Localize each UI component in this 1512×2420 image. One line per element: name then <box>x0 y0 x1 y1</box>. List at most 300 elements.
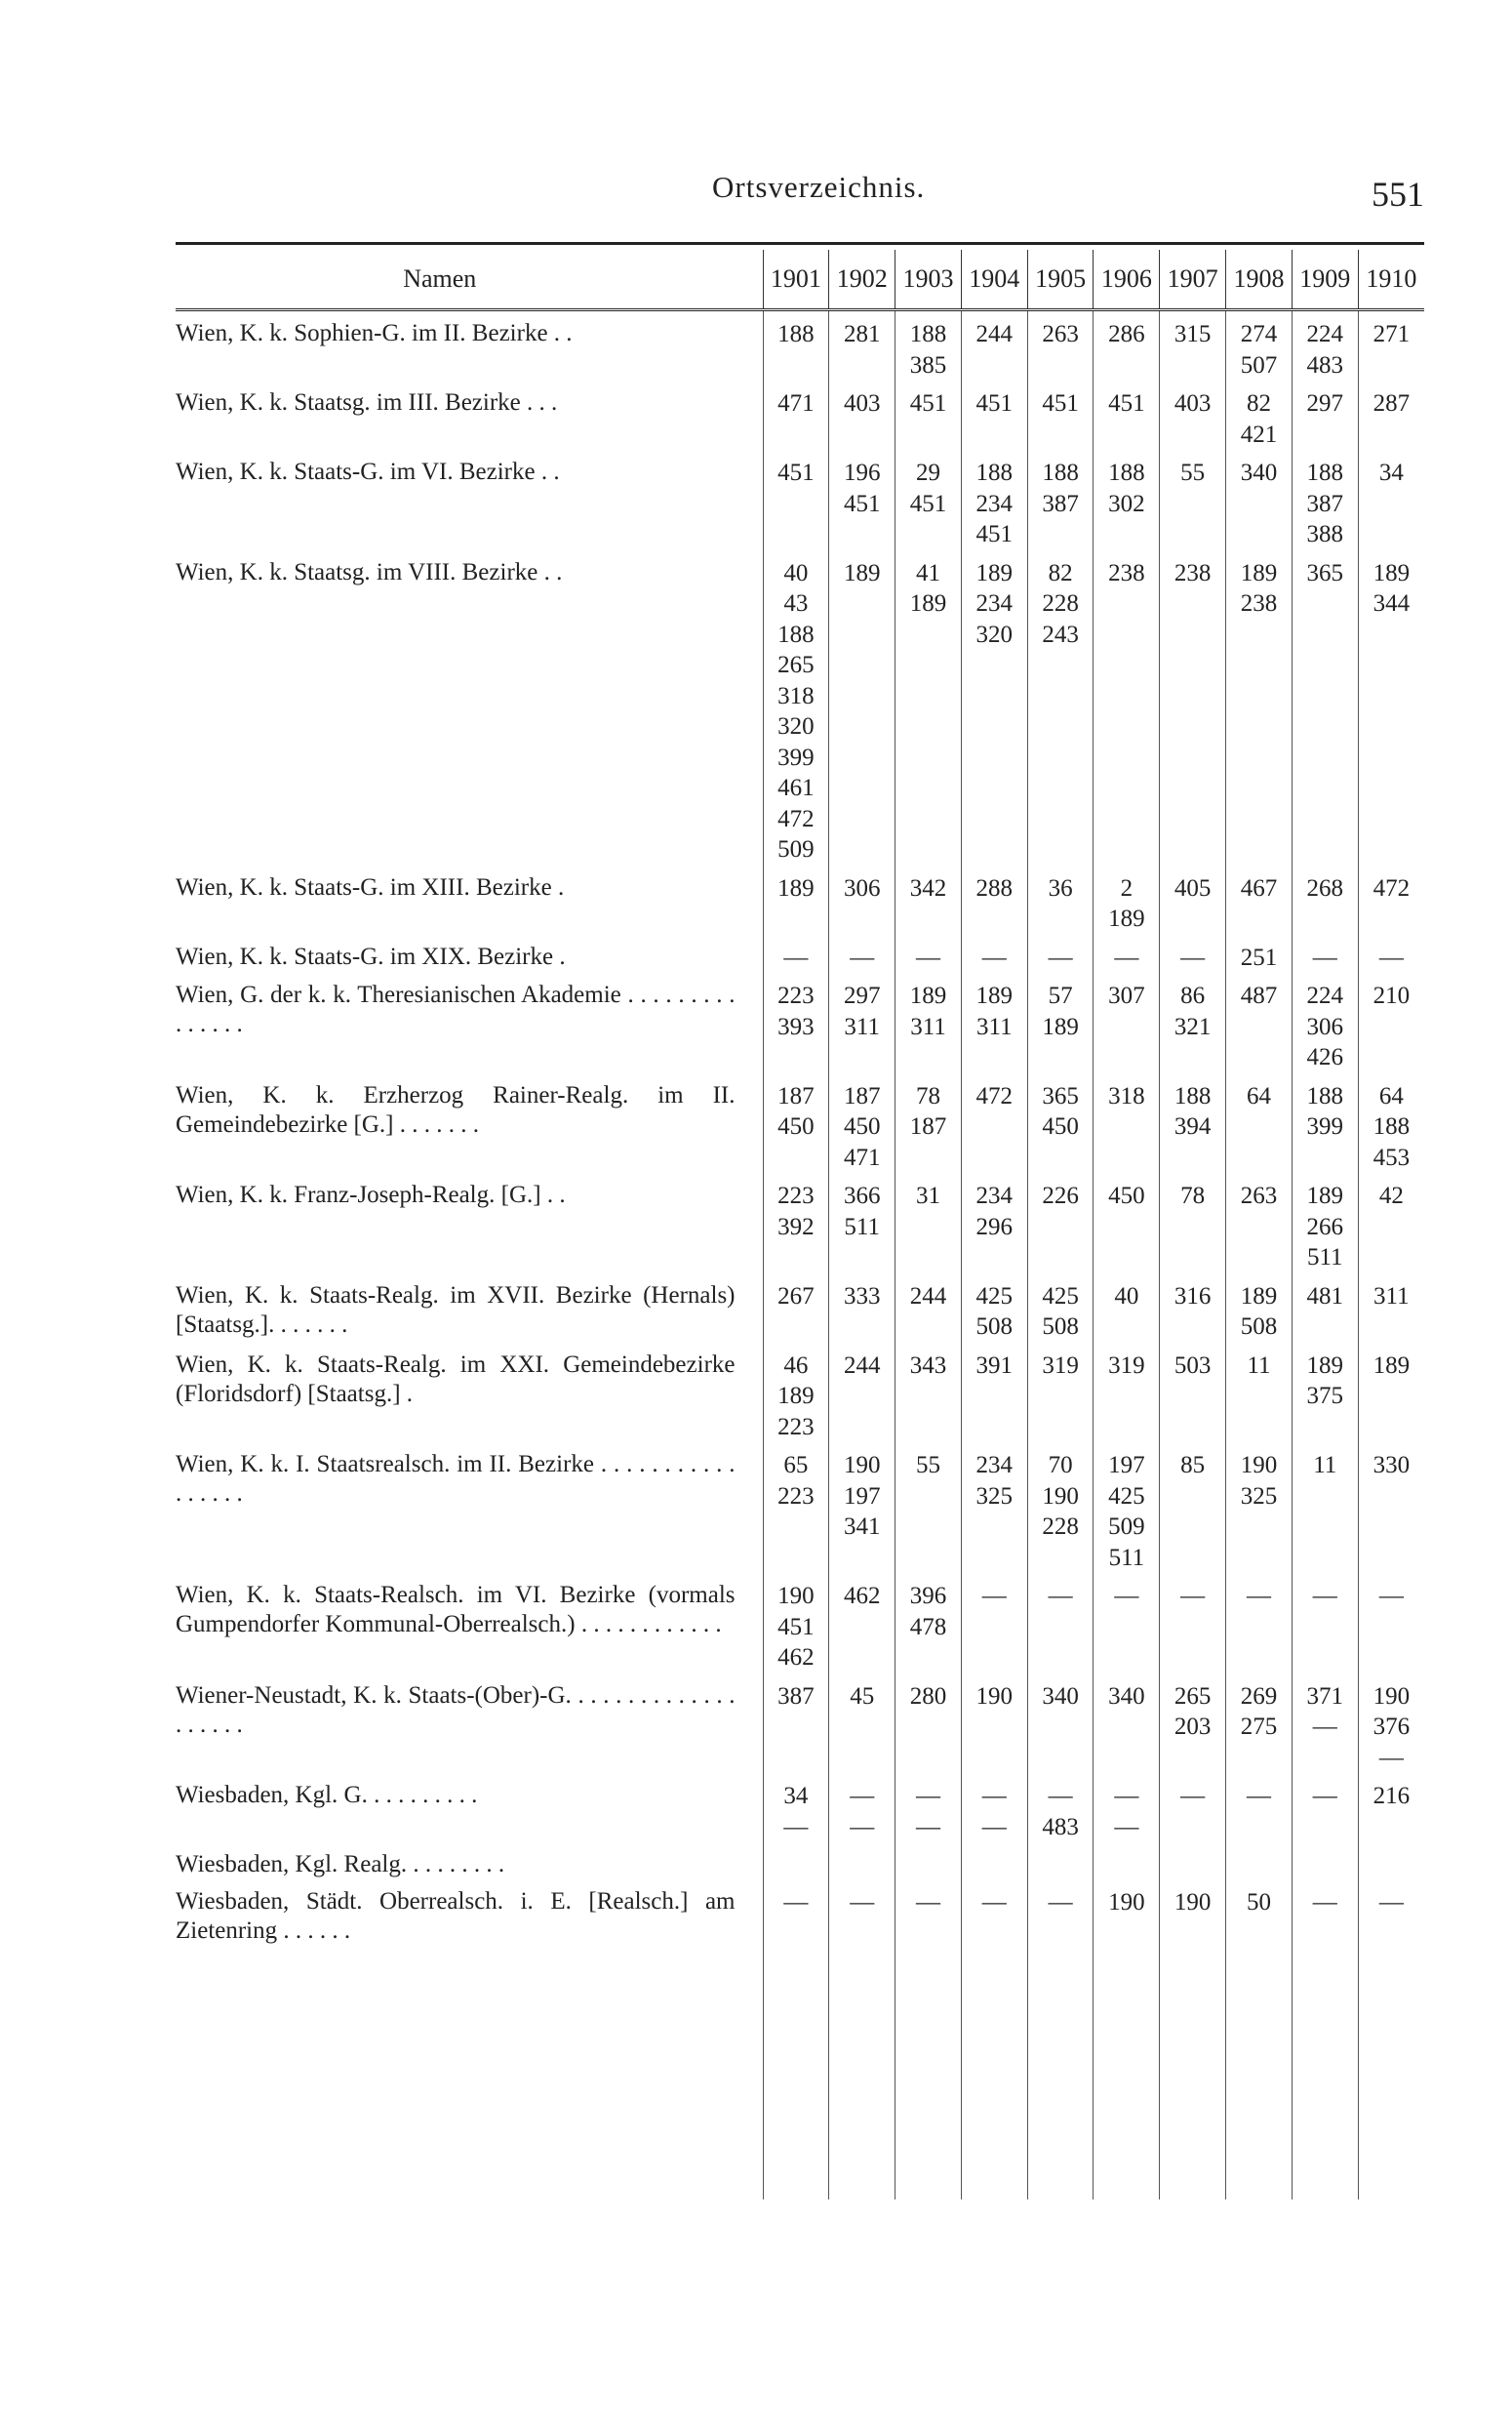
page-reference: 319 <box>1108 1351 1145 1379</box>
page-reference: 451 <box>975 390 1014 417</box>
page-reference: 244 <box>843 1351 881 1379</box>
year-cell <box>895 1173 962 1273</box>
year-cell <box>829 1773 895 1842</box>
page-reference: 509 <box>1108 1513 1145 1540</box>
page-reference: 263 <box>1042 321 1079 347</box>
page-reference: 210 <box>1373 983 1411 1009</box>
year-cell <box>1358 1343 1424 1443</box>
page-reference: 393 <box>777 1013 815 1040</box>
page-reference: 319 <box>1042 1351 1079 1379</box>
page-reference: — <box>1312 1889 1337 1916</box>
page-reference: 190 <box>843 1452 881 1478</box>
year-cell <box>961 1343 1027 1443</box>
page-reference: — <box>915 1889 940 1916</box>
empty-cell <box>829 1946 895 2199</box>
year-cell <box>1358 1273 1424 1343</box>
year-cell <box>1027 1773 1094 1842</box>
page-reference: 399 <box>1306 1113 1344 1140</box>
page-reference: 387 <box>1042 490 1079 517</box>
table-row <box>176 1674 1424 1774</box>
year-cell <box>829 935 895 974</box>
page-reference: — <box>1180 1783 1206 1809</box>
page-reference: 188 <box>1174 1082 1212 1109</box>
year-column-header: 1903 <box>895 250 962 310</box>
page-reference: 387 <box>1306 490 1344 517</box>
page-reference: — <box>783 1813 809 1840</box>
year-cell <box>1094 1343 1160 1443</box>
page-reference: — <box>1048 1783 1073 1809</box>
header-rule <box>176 242 1424 245</box>
page-reference: 451 <box>1042 390 1079 417</box>
page-reference: — <box>1312 1783 1337 1809</box>
page-reference: — <box>1312 1714 1337 1740</box>
year-cell <box>1160 1073 1226 1174</box>
name-column-header: Namen <box>176 250 763 310</box>
year-cell <box>1027 1674 1094 1774</box>
page-reference: 189 <box>975 559 1014 586</box>
year-cell <box>1160 550 1226 866</box>
page-reference: 29 <box>915 460 940 486</box>
page-reference: — <box>850 1783 875 1809</box>
page-reference: 70 <box>1048 1452 1073 1478</box>
year-cell <box>961 450 1027 550</box>
year-cell <box>895 1442 962 1573</box>
year-cell <box>1292 1573 1358 1674</box>
page-reference: 224 <box>1306 321 1344 347</box>
page-reference: — <box>1312 1583 1337 1609</box>
place-name: Wiesbaden, Kgl. Realg. . . . . . . . . <box>176 1851 505 1877</box>
page-reference: 223 <box>777 983 815 1009</box>
year-cell <box>1292 1674 1358 1774</box>
page-reference: 40 <box>783 559 809 586</box>
empty-cell <box>763 1946 829 2199</box>
page-reference: 388 <box>1306 521 1344 547</box>
page-reference: 483 <box>1042 1813 1079 1840</box>
page-reference: 387 <box>777 1682 815 1710</box>
page-reference: 451 <box>1108 390 1145 417</box>
page-reference: 340 <box>1042 1682 1079 1710</box>
year-cell <box>1358 973 1424 1073</box>
page-reference: 320 <box>777 713 815 740</box>
page-reference: — <box>1378 1583 1404 1609</box>
page-reference: 190 <box>975 1682 1014 1710</box>
year-cell <box>1027 1173 1094 1273</box>
page-reference: 471 <box>843 1144 881 1171</box>
place-name: Wien, K. k. Staatsg. im VIII. Bezirke . . <box>176 558 563 585</box>
year-cell <box>763 1173 829 1273</box>
year-cell <box>895 1343 962 1443</box>
page-reference: 228 <box>1042 590 1079 617</box>
page-reference: 197 <box>1108 1452 1145 1478</box>
year-cell <box>829 1442 895 1573</box>
year-cell <box>895 381 962 450</box>
page-reference: 42 <box>1378 1183 1404 1209</box>
year-cell <box>829 1879 895 1946</box>
year-cell <box>1226 1573 1293 1674</box>
page-reference: 451 <box>777 1613 815 1640</box>
page-reference: 451 <box>843 490 881 517</box>
year-cell <box>1292 550 1358 866</box>
page-reference: 366 <box>843 1183 881 1209</box>
year-cell <box>829 973 895 1073</box>
page-reference: 450 <box>777 1113 815 1140</box>
year-cell <box>1027 1842 1094 1879</box>
year-column-header: 1910 <box>1358 250 1424 310</box>
page-reference: 403 <box>843 390 881 417</box>
table-row <box>176 1842 1424 1879</box>
year-cell <box>1027 973 1094 1073</box>
page-reference: 281 <box>843 321 881 347</box>
year-cell <box>763 1343 829 1443</box>
page-reference: — <box>1180 944 1206 971</box>
year-cell <box>1292 1073 1358 1174</box>
page-reference: 188 <box>777 321 815 347</box>
year-cell <box>961 1773 1027 1842</box>
page-reference: 365 <box>1042 1082 1079 1109</box>
page-reference: 34 <box>1378 460 1404 486</box>
year-cell <box>895 1842 962 1879</box>
page-reference: 188 <box>975 460 1014 486</box>
year-cell <box>961 973 1027 1073</box>
page-reference: 481 <box>1306 1282 1344 1310</box>
page-reference: 238 <box>1174 559 1212 586</box>
page-reference: 238 <box>1108 559 1145 586</box>
page-reference: 196 <box>843 460 881 486</box>
empty-cell <box>1094 1946 1160 2199</box>
page-reference: — <box>981 944 1007 971</box>
page-reference: 330 <box>1373 1452 1411 1478</box>
year-cell <box>895 1273 962 1343</box>
page-reference: 511 <box>1108 1544 1145 1571</box>
year-cell <box>895 1879 962 1946</box>
page-reference: 509 <box>777 836 815 863</box>
year-cell <box>895 310 962 382</box>
page-reference: 188 <box>1108 460 1145 486</box>
empty-cell <box>1358 1946 1424 2199</box>
year-cell <box>1094 381 1160 450</box>
page-reference: — <box>981 1583 1007 1609</box>
page-reference: — <box>915 1813 940 1840</box>
page-reference: 426 <box>1306 1044 1344 1070</box>
page-reference: 461 <box>777 775 815 801</box>
table-row <box>176 1343 1424 1443</box>
page-reference: 296 <box>975 1213 1014 1240</box>
page-reference: 425 <box>975 1282 1014 1310</box>
page-reference: 86 <box>1180 983 1206 1009</box>
page-reference: — <box>1048 1889 1073 1916</box>
page-reference: 450 <box>1042 1113 1079 1140</box>
page-reference: 2 <box>1120 874 1134 902</box>
page-reference: 187 <box>843 1082 881 1109</box>
table-row <box>176 973 1424 1073</box>
page-reference: 34 <box>783 1783 809 1809</box>
page-reference: 451 <box>975 521 1014 547</box>
page-reference: 271 <box>1373 321 1411 347</box>
year-cell <box>1027 1442 1094 1573</box>
table-row <box>176 1273 1424 1343</box>
year-cell <box>961 310 1027 382</box>
year-column-header: 1905 <box>1027 250 1094 310</box>
page-reference: 318 <box>1108 1082 1145 1109</box>
empty-cell <box>961 1946 1027 2199</box>
page-reference: 238 <box>1240 590 1278 617</box>
year-cell <box>1160 1273 1226 1343</box>
year-cell <box>1027 1073 1094 1174</box>
page-number: 551 <box>1372 175 1424 214</box>
page-reference: 511 <box>844 1213 880 1240</box>
year-cell <box>1160 1442 1226 1573</box>
year-cell <box>961 1842 1027 1879</box>
page-reference: 478 <box>909 1613 947 1640</box>
page-reference: 462 <box>777 1644 815 1671</box>
page-reference: — <box>850 1889 875 1916</box>
page-reference: 320 <box>975 621 1014 648</box>
year-cell <box>1094 450 1160 550</box>
year-cell <box>961 1073 1027 1174</box>
page-reference: 189 <box>1108 906 1145 932</box>
year-cell <box>1226 550 1293 866</box>
page-reference: 507 <box>1240 351 1278 379</box>
year-cell <box>1292 973 1358 1073</box>
page-reference: 11 <box>1313 1452 1337 1478</box>
page-reference: 82 <box>1048 559 1073 586</box>
page-reference: 450 <box>1108 1183 1145 1209</box>
page-reference: 40 <box>1114 1282 1139 1310</box>
page-reference: 31 <box>915 1183 940 1209</box>
year-cell <box>1160 310 1226 382</box>
page-reference: — <box>1048 944 1073 971</box>
table-row <box>176 1773 1424 1842</box>
year-cell <box>1292 381 1358 450</box>
page-reference: 190 <box>1373 1682 1411 1710</box>
year-cell <box>829 310 895 382</box>
year-cell <box>1358 1773 1424 1842</box>
page-reference: 340 <box>1108 1682 1145 1710</box>
page-reference: 325 <box>1240 1482 1278 1510</box>
page-reference: 82 <box>1246 390 1271 417</box>
year-cell <box>1160 450 1226 550</box>
year-cell <box>1358 1173 1424 1273</box>
place-name: Wien, K. k. Staats-Realg. im XXI. Gemeindebezirke (Floridsdorf) [Staatsg.] . <box>176 1351 736 1407</box>
year-cell <box>1358 866 1424 935</box>
page-reference: 472 <box>777 805 815 832</box>
year-cell <box>1094 550 1160 866</box>
page-reference: — <box>1114 1813 1139 1840</box>
year-cell <box>1094 935 1160 974</box>
year-cell <box>1094 1879 1160 1946</box>
year-cell <box>1160 935 1226 974</box>
page-reference: — <box>1312 944 1337 971</box>
year-cell <box>1292 866 1358 935</box>
year-cell <box>1358 1842 1424 1879</box>
year-cell <box>1358 1442 1424 1573</box>
year-cell <box>1226 1674 1293 1774</box>
page-reference: 78 <box>915 1082 940 1109</box>
year-cell <box>1292 1343 1358 1443</box>
page-reference: 403 <box>1174 390 1212 417</box>
page-reference: 189 <box>1240 1282 1278 1310</box>
year-cell <box>961 1273 1027 1343</box>
year-cell <box>763 1674 829 1774</box>
page-reference: — <box>1048 1583 1073 1609</box>
page-reference: 451 <box>909 490 947 517</box>
page-reference: 234 <box>975 1183 1014 1209</box>
year-cell <box>763 973 829 1073</box>
page-reference: 228 <box>1042 1513 1079 1540</box>
place-name: Wien, K. k. Staats-G. im VI. Bezirke . . <box>176 459 560 485</box>
year-cell <box>763 1442 829 1573</box>
year-cell <box>829 450 895 550</box>
year-column-header: 1907 <box>1160 250 1226 310</box>
empty-cell <box>1226 1946 1293 2199</box>
year-cell <box>763 1573 829 1674</box>
table-row <box>176 310 1424 382</box>
year-cell <box>763 1842 829 1879</box>
page-reference: 190 <box>1042 1482 1079 1510</box>
page-reference: — <box>850 1813 875 1840</box>
year-cell <box>829 1273 895 1343</box>
year-cell <box>1226 310 1293 382</box>
register-table-container <box>176 250 1424 2199</box>
year-cell <box>763 1879 829 1946</box>
page-reference: 376 <box>1373 1714 1411 1740</box>
page-reference: 43 <box>783 590 809 617</box>
page-reference: 425 <box>1042 1282 1079 1310</box>
page-reference: 425 <box>1108 1482 1145 1510</box>
year-cell <box>961 550 1027 866</box>
page-reference: 399 <box>777 744 815 771</box>
page-reference: 190 <box>1108 1889 1145 1916</box>
year-cell <box>763 381 829 450</box>
page-reference: — <box>915 1783 940 1809</box>
place-name: Wien, K. k. I. Staatsrealsch. im II. Bezirke . . . . . . . . . . . . . . . . . <box>176 1451 736 1507</box>
page-reference: 46 <box>783 1351 809 1379</box>
year-cell <box>961 1573 1027 1674</box>
page-reference: 216 <box>1373 1783 1411 1809</box>
year-cell <box>1358 450 1424 550</box>
year-cell <box>895 1674 962 1774</box>
year-cell <box>1027 1273 1094 1343</box>
page-reference: 243 <box>1042 621 1079 648</box>
page-reference: 189 <box>1042 1013 1079 1040</box>
year-cell <box>1027 310 1094 382</box>
year-cell <box>1027 1343 1094 1443</box>
page-reference: 190 <box>1174 1889 1212 1916</box>
year-cell <box>1358 1573 1424 1674</box>
year-cell <box>1094 1674 1160 1774</box>
page-reference: 341 <box>843 1513 881 1540</box>
page-reference: 365 <box>1306 559 1344 586</box>
page-reference: — <box>1114 1583 1139 1609</box>
page-reference: 451 <box>777 460 815 486</box>
page-reference: 189 <box>909 983 947 1009</box>
table-body <box>176 310 1424 2200</box>
year-column-header: 1909 <box>1292 250 1358 310</box>
page-reference: 189 <box>909 590 947 617</box>
year-cell <box>1160 1773 1226 1842</box>
year-cell <box>1094 1073 1160 1174</box>
page-reference: 286 <box>1108 321 1145 347</box>
page-reference: 306 <box>843 874 881 902</box>
page-reference: 391 <box>975 1351 1014 1379</box>
page-reference: 223 <box>777 1413 815 1440</box>
empty-cell <box>1292 1946 1358 2199</box>
page-reference: 251 <box>1240 944 1278 971</box>
year-cell <box>763 1073 829 1174</box>
place-name: Wiesbaden, Städt. Oberrealsch. i. E. [Realsch.] am Zietenring . . . . . . <box>176 1888 736 1944</box>
year-cell <box>763 450 829 550</box>
table-filler-row <box>176 1946 1424 2199</box>
page-reference: 385 <box>909 351 947 379</box>
empty-cell <box>1160 1946 1226 2199</box>
page-reference: 508 <box>975 1313 1014 1340</box>
page-reference: 375 <box>1306 1383 1344 1409</box>
year-cell <box>1358 310 1424 382</box>
page-reference: 450 <box>843 1113 881 1140</box>
table-row <box>176 550 1424 866</box>
page-reference: — <box>981 1813 1007 1840</box>
page-reference: 189 <box>777 874 815 902</box>
year-cell <box>829 550 895 866</box>
page-reference: 311 <box>910 1013 946 1040</box>
page-reference: 297 <box>843 983 881 1009</box>
year-cell <box>1292 1273 1358 1343</box>
page-reference: 189 <box>1373 559 1411 586</box>
table-row <box>176 1173 1424 1273</box>
place-name: Wien, G. der k. k. Theresianischen Akademie . . . . . . . . . . . . . . . <box>176 982 736 1037</box>
year-cell <box>829 866 895 935</box>
page-reference: 421 <box>1240 421 1278 448</box>
year-cell <box>1160 973 1226 1073</box>
year-cell <box>763 1773 829 1842</box>
page-reference: 287 <box>1373 390 1411 417</box>
place-name: Wien, K. k. Staats-G. im XIX. Bezirke . <box>176 943 566 970</box>
year-cell <box>1094 1273 1160 1343</box>
year-cell <box>1094 1773 1160 1842</box>
table-row <box>176 866 1424 935</box>
year-cell <box>1226 866 1293 935</box>
year-cell <box>895 550 962 866</box>
year-cell <box>1027 550 1094 866</box>
page-reference: — <box>1180 1583 1206 1609</box>
year-cell <box>1226 450 1293 550</box>
page-reference: — <box>850 944 875 971</box>
page-reference: 189 <box>1373 1351 1411 1379</box>
page-reference: 190 <box>777 1583 815 1609</box>
page-reference: — <box>981 1783 1007 1809</box>
year-cell <box>1226 973 1293 1073</box>
page-reference: 472 <box>975 1082 1014 1109</box>
page-reference: 234 <box>975 490 1014 517</box>
year-cell <box>1226 935 1293 974</box>
year-cell <box>829 381 895 450</box>
page-reference: 503 <box>1174 1351 1212 1379</box>
page-reference: 188 <box>1306 460 1344 486</box>
year-cell <box>961 1442 1027 1573</box>
page-reference: 55 <box>915 1452 940 1478</box>
place-name: Wiener-Neustadt, K. k. Staats-(Ober)-G. . . . . . . . . . . . . . . . . . . . <box>176 1681 736 1738</box>
page-reference: — <box>1246 1783 1271 1809</box>
page-reference: 64 <box>1378 1082 1404 1109</box>
page-reference: 511 <box>1306 1244 1343 1270</box>
page-reference: — <box>1114 944 1139 971</box>
page-reference: 451 <box>909 390 947 417</box>
year-cell <box>1292 1842 1358 1879</box>
year-cell <box>1226 1173 1293 1273</box>
year-cell <box>1160 1842 1226 1879</box>
year-cell <box>1292 935 1358 974</box>
page-reference: 343 <box>909 1351 947 1379</box>
